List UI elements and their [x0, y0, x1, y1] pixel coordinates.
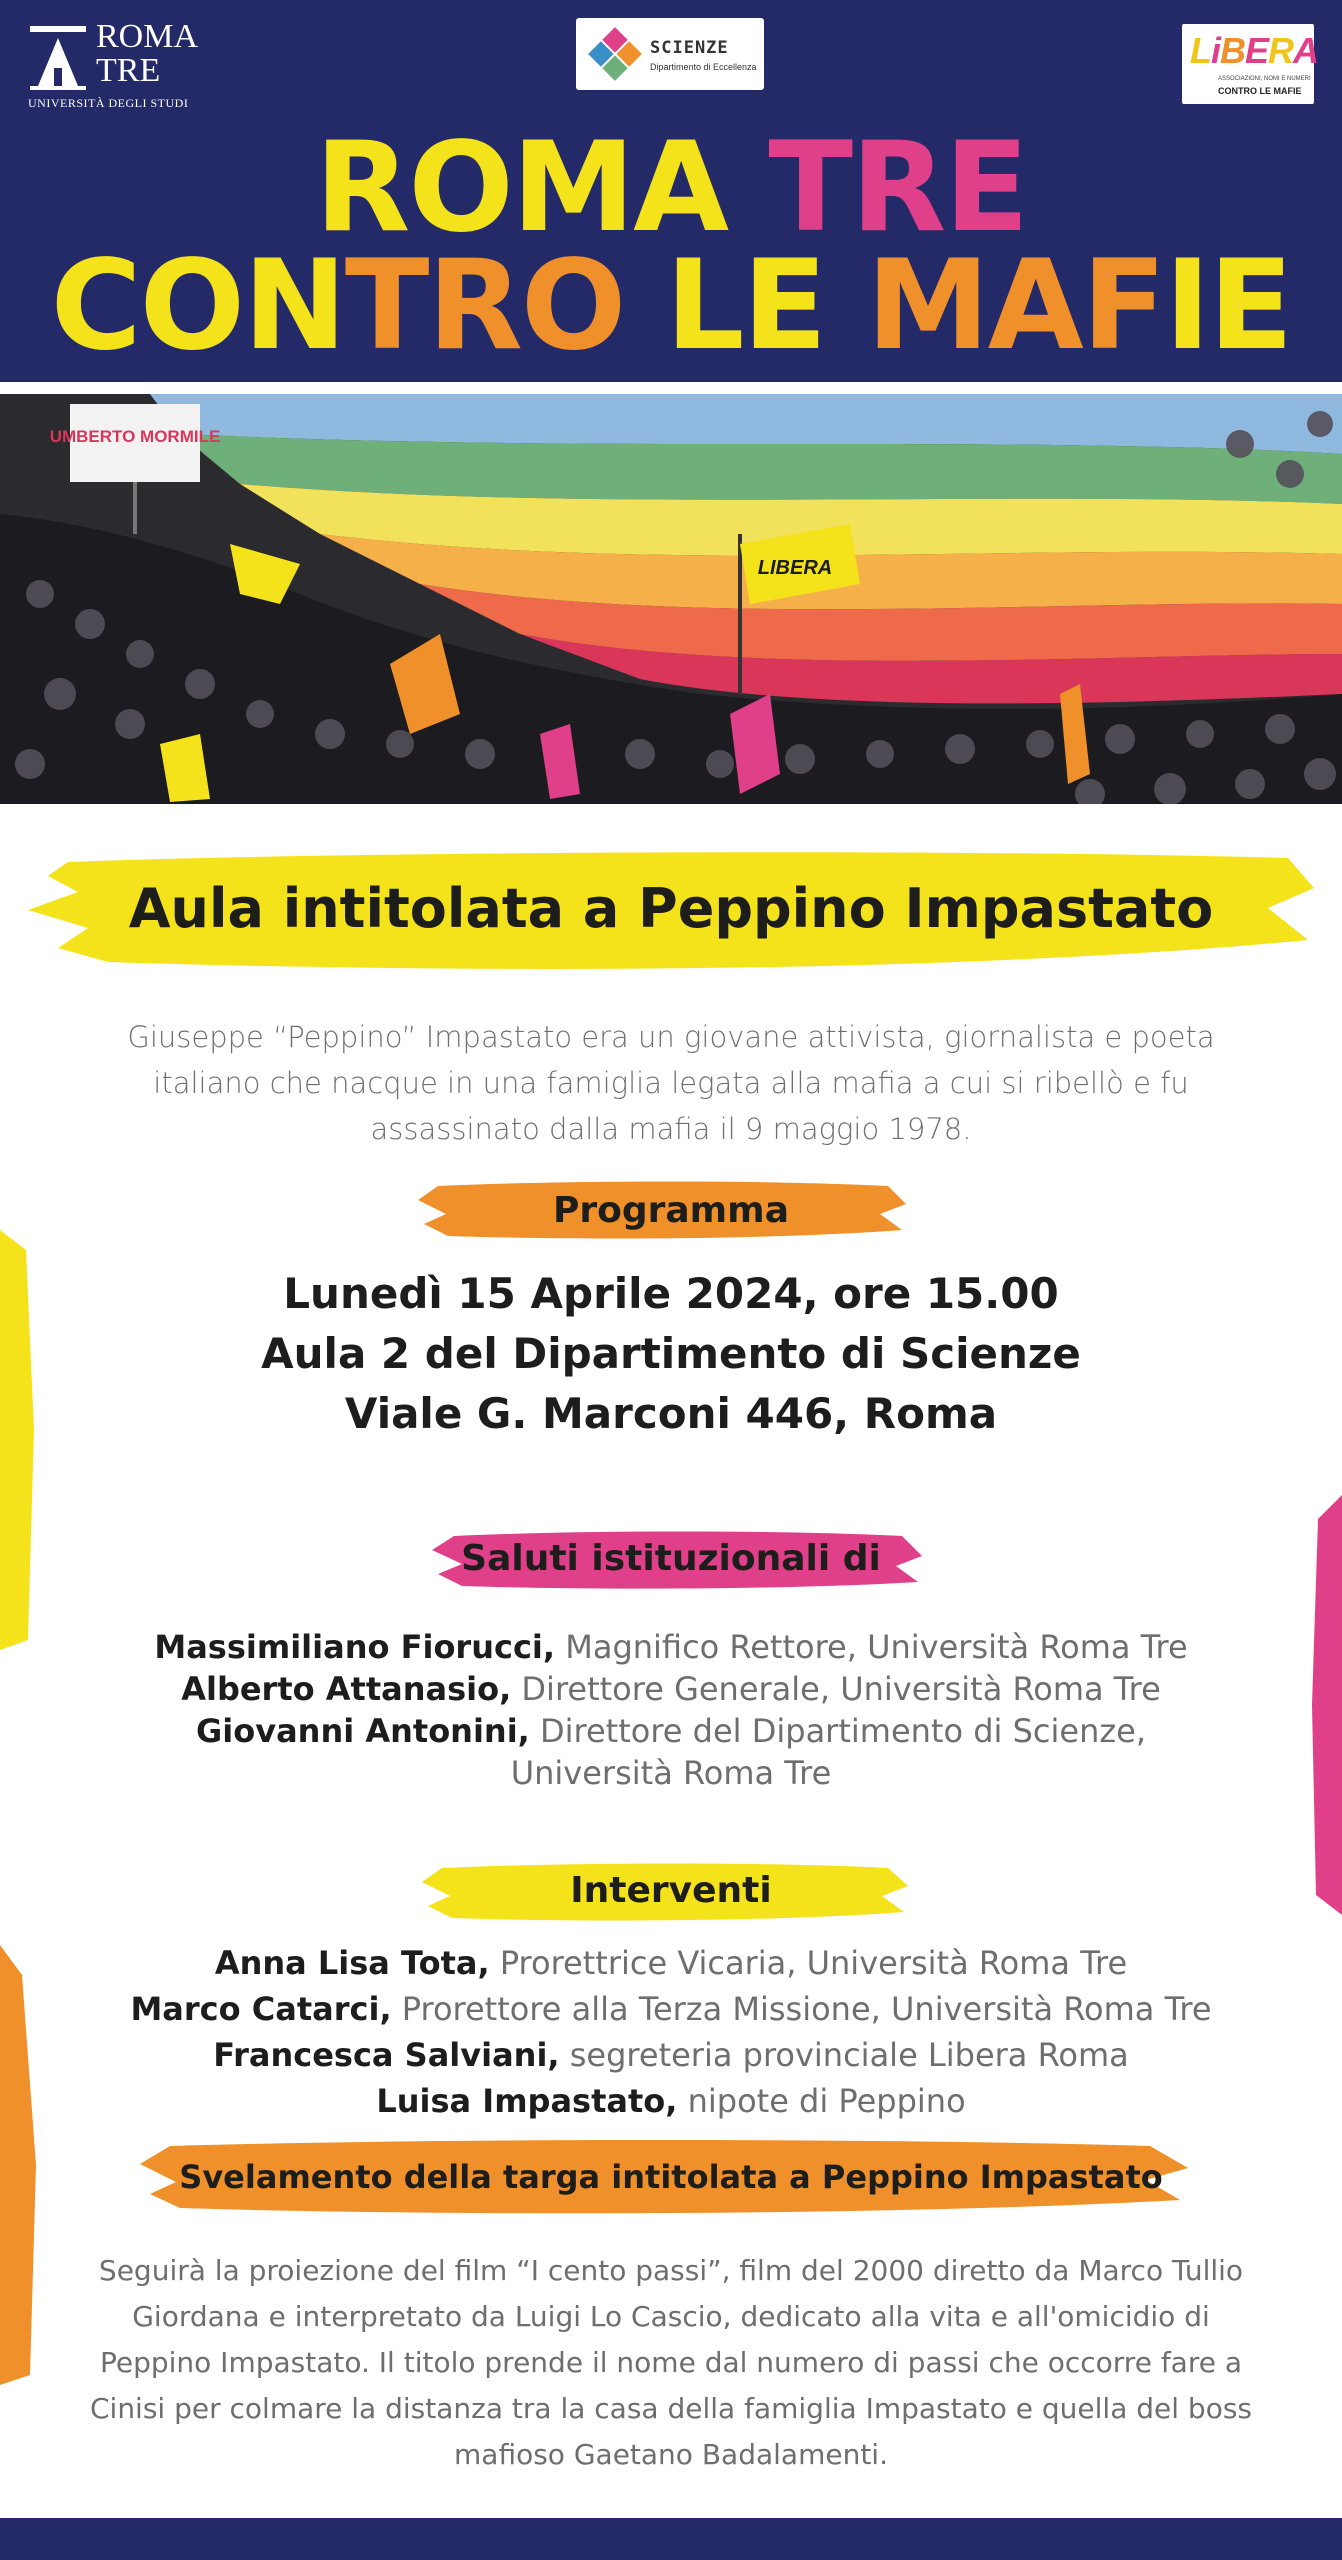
interventi-row — [0, 1988, 1342, 2030]
outro-paragraph: Seguirà la proiezione del film “I cento passi”, film del 2000 diretto da Marco Tullio Giordana e interpretato da Luigi Lo Cascio, dedicato alla vita e all'omicidio di Peppino Impastato. Il titolo prende il nome dal numero di passi che occorre fare a Cinisi per colmare la distanza tra la casa della famiglia Impastato e quella del boss mafioso Gaetano Badalamenti. — [89, 2254, 1253, 2471]
title-seg: CON — [50, 234, 345, 378]
speaker-name: Massimiliano Fiorucci, — [154, 1628, 556, 1666]
roma-tre-logo-roma: ROMA — [96, 18, 199, 55]
interventi-row — [0, 2034, 1342, 2076]
speaker-name: Luisa Impastato, — [376, 2082, 678, 2120]
roma-tre-logo — [28, 18, 199, 110]
title-seg: LE — [665, 234, 867, 378]
program-address: Viale G. Marconi 446, Roma — [344, 1389, 998, 1438]
speaker-role: Prorettore alla Terza Missione, Università Roma Tre — [391, 1990, 1212, 2028]
speaker-role: Direttore Generale, Università Roma Tre — [511, 1670, 1161, 1708]
speaker-role: Magnifico Rettore, Università Roma Tre — [555, 1628, 1188, 1666]
title-seg: IE — [1164, 234, 1292, 378]
speaker-name: Giovanni Antonini, — [196, 1712, 530, 1750]
saluti-row-cont: Università Roma Tre — [510, 1754, 832, 1792]
program-date: Lunedì 15 Aprile 2024, ore 15.00 — [283, 1269, 1059, 1318]
scienze-logo-name: SCIENZE — [650, 38, 729, 58]
interventi-row — [0, 2080, 1342, 2122]
intro-paragraph: Giuseppe “Peppino” Impastato era un giovane attivista, giornalista e poeta italiano che nacque in una famiglia legata alla mafia a cui si ribellò e fu assassinato dalla mafia il 9 maggio 1978. — [127, 1020, 1215, 1146]
programma-label: Programma — [552, 1190, 789, 1231]
svelamento-label: Svelamento della targa intitolata a Peppino Impastato — [179, 2158, 1163, 2196]
speaker-role: Direttore del Dipartimento di Scienze, — [529, 1712, 1146, 1750]
title-line-2 — [0, 236, 1342, 376]
speaker-name: Alberto Attanasio, — [181, 1670, 512, 1708]
speaker-name: Anna Lisa Tota, — [214, 1944, 490, 1982]
footer-bar — [0, 2518, 1342, 2560]
speaker-name: Francesca Salviani, — [213, 2036, 560, 2074]
scienze-diamond-icon — [584, 23, 646, 85]
saluti-row — [0, 1626, 1342, 1668]
saluti-row — [0, 1710, 1342, 1752]
protest-sign-text: UMBERTO MORMILE — [49, 427, 221, 446]
speaker-role: nipote di Peppino — [677, 2082, 966, 2120]
roma-tre-building-icon — [28, 22, 90, 92]
roma-tre-logo-tre: TRE — [96, 52, 161, 89]
rainbow-flag-photo — [0, 394, 1342, 804]
interventi-row — [0, 1942, 1342, 1984]
title-seg: MAF — [866, 234, 1165, 378]
aula-title: Aula intitolata a Peppino Impastato — [128, 877, 1214, 940]
scienze-logo — [576, 18, 764, 90]
libera-logo-name: LiBERA — [1190, 30, 1319, 71]
program-place: Aula 2 del Dipartimento di Scienze — [261, 1329, 1081, 1378]
saluti-row — [0, 1668, 1342, 1710]
roma-tre-logo-sub: UNIVERSITÀ DEGLI STUDI — [28, 96, 189, 110]
libera-logo-sub2: CONTRO LE MAFIE — [1218, 86, 1302, 96]
yellow-flag-text: LIBERA — [757, 557, 833, 579]
saluti-label: Saluti istituzionali di — [461, 1538, 881, 1579]
speaker-name: Marco Catarci, — [130, 1990, 392, 2028]
interventi-label: Interventi — [570, 1870, 772, 1911]
libera-logo-sub1: ASSOCIAZIONI, NOMI E NUMERI — [1218, 76, 1311, 82]
header-divider — [0, 382, 1342, 394]
speaker-role: segreteria provinciale Libera Roma — [559, 2036, 1129, 2074]
scienze-logo-sub: Dipartimento di Eccellenza — [650, 62, 757, 72]
title-seg: TRO — [344, 234, 666, 378]
title-seg: ROMA — [314, 116, 769, 260]
libera-logo — [1182, 24, 1319, 104]
title-seg: TRE — [768, 116, 1028, 260]
header-banner — [0, 0, 1342, 382]
speaker-role: Prorettrice Vicaria, Università Roma Tre — [489, 1944, 1128, 1982]
